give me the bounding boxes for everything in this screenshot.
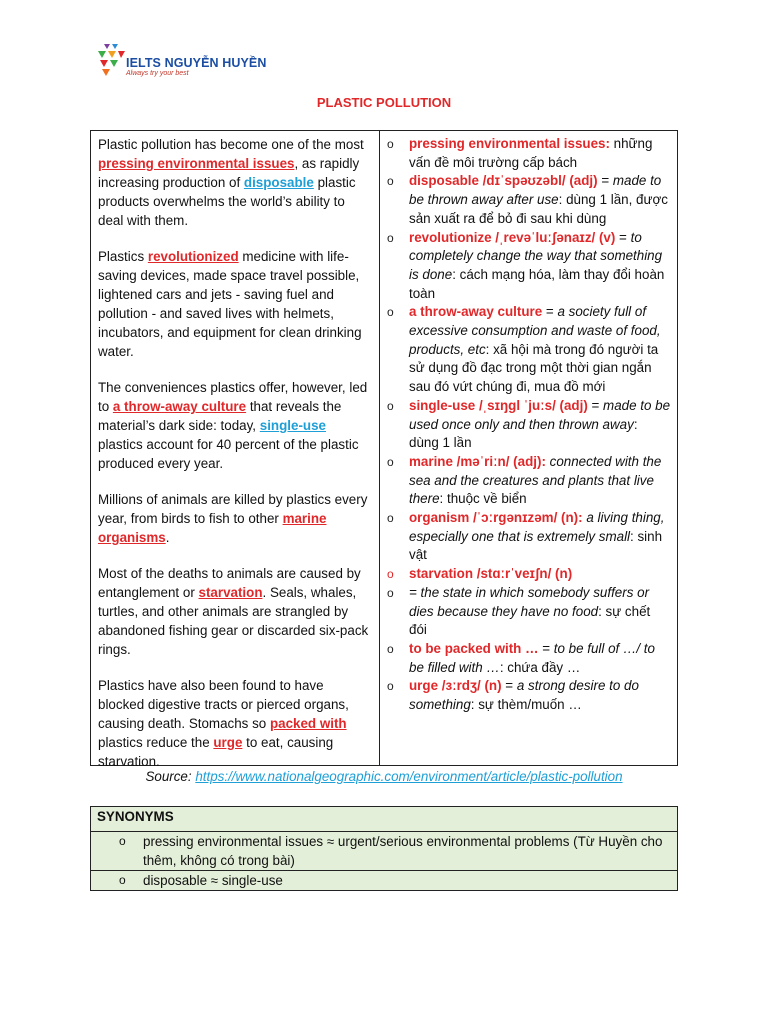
passage-paragraph: Plastic pollution has become one of the most pressing environmental issues, as rapidly increasing production of disposable plastic products overwhelms the world’s ability to deal with them.: [98, 137, 364, 228]
glossary-eq: =: [597, 173, 613, 189]
glossary-def: made to be used once only and then thrown away: [409, 397, 671, 432]
source-citation: Source: https://www.nationalgeographic.com/environment/article/plastic-pollution: [145, 769, 623, 784]
glossary-item: [409, 640, 671, 677]
glossary-item: [409, 584, 671, 640]
passage-paragraph: Millions of animals are killed by plastics every year, from birds to fish to other marine organisms.: [98, 492, 368, 545]
logo-name: IELTS NGUYỄN HUYỀN: [126, 56, 267, 70]
keyword: a throw-away culture: [112, 399, 247, 414]
passage-paragraph: The conveniences plastics offer, however, led to a throw-away culture that reveals the material’s dark side: today, single-use plastics account for 40 percent of the plastic produced every year.: [98, 380, 368, 471]
logo-tagline: Always try your best: [126, 70, 189, 77]
glossary-vi: : thuộc về biển: [439, 491, 527, 507]
glossary-def: made to be thrown away after use: [409, 173, 662, 208]
glossary-def: a strong desire to do something: [409, 678, 639, 713]
glossary-vi: : sinh vật: [409, 528, 663, 563]
source-link[interactable]: https://www.nationalgeographic.com/environment/article/plastic-pollution: [195, 769, 623, 784]
brand-logo: [96, 42, 267, 82]
glossary-vi: : sự thèm/muốn …: [470, 697, 582, 713]
logo-mark-icon: [96, 42, 126, 80]
glossary-item: [409, 677, 671, 714]
glossary-term: starvation /stɑːrˈveɪʃn/ (n): [409, 566, 573, 582]
passage-paragraph: Plastics have also been found to have blocked digestive tracts or pierced organs, causing death. Stomachs so packed with plastics reduce the urge to eat, causing starvation.: [98, 678, 349, 769]
glossary-term: revolutionize /ˌrevəˈluːʃənaɪz/ (v): [409, 229, 616, 245]
glossary-term: pressing environmental issues:: [409, 136, 610, 151]
glossary-list: [409, 135, 671, 715]
glossary-column: [409, 135, 671, 715]
glossary-def: = the state in which somebody suffers or dies because they have no food: [409, 584, 650, 619]
column-divider: [379, 131, 380, 765]
glossary-def: connected with the sea and the creatures and plants that live there: [409, 453, 662, 507]
glossary-def: to be full of …/ to be filled with …: [409, 640, 655, 675]
glossary-eq: =: [538, 640, 554, 656]
glossary-eq: =: [587, 397, 604, 413]
glossary-vi: : dùng 1 lần, được sản xuất ra để bỏ đi sau khi dùng: [409, 192, 668, 226]
glossary-term: marine /məˈriːn/ (adj):: [409, 453, 546, 469]
glossary-def: a living thing, especially one that is extremely small: [409, 510, 665, 544]
glossary-item: [409, 453, 671, 509]
synonyms-heading: SYNONYMS: [91, 807, 677, 832]
keyword: single-use: [259, 418, 326, 433]
glossary-item: [409, 565, 671, 584]
keyword: starvation: [198, 585, 263, 600]
synonym-item: o disposable ≈ single-use: [91, 871, 677, 890]
glossary-def: a society full of excessive consumption and waste of food, products, etc: [409, 304, 661, 357]
glossary-vi: : cách mạng hóa, làm thay đổi hoàn toàn: [409, 266, 665, 301]
glossary-item: [409, 135, 671, 172]
glossary-term: disposable /dɪˈspəʊzəbl/ (adj): [409, 173, 598, 189]
keyword: pressing environmental issues: [98, 156, 295, 171]
glossary-term: organism /ˈɔːrɡənɪzəm/ (n):: [409, 510, 583, 526]
keyword: marine organisms: [98, 511, 327, 545]
keyword: packed with: [269, 716, 347, 731]
keyword: revolutionized: [147, 249, 239, 264]
glossary-vi: : xã hội mà trong đó người ta sử dụng đồ đạc trong một thời gian ngắn sau đó vứt chúng đi, mua đồ mới: [409, 341, 659, 395]
glossary-item: [409, 172, 671, 228]
glossary-vi: : dùng 1 lần: [409, 416, 638, 451]
synonym-item: o pressing environmental issues ≈ urgent/serious environmental problems (Từ Huyền cho thêm, không có trong bài): [91, 832, 677, 871]
glossary-vi: : sự chết đói: [409, 603, 651, 638]
glossary-item: [409, 509, 671, 565]
glossary-item: [409, 229, 671, 304]
glossary-eq: =: [542, 304, 558, 320]
glossary-term: a throw-away culture: [409, 304, 543, 320]
glossary-eq: =: [501, 678, 517, 694]
glossary-item: [409, 397, 671, 453]
keyword: urge: [213, 735, 243, 750]
glossary-term: urge /ɜːrdʒ/ (n): [409, 678, 502, 694]
keyword: disposable: [243, 175, 314, 190]
glossary-eq: =: [615, 229, 631, 245]
glossary-term: single-use /ˌsɪŋɡl ˈjuːs/ (adj): [409, 397, 588, 413]
passage-paragraph: Most of the deaths to animals are caused by entanglement or starvation. Seals, whales, turtles, and other animals are strangled by abandoned fishing gear or discarded six-pack rings.: [98, 566, 369, 657]
vocab-table: [90, 130, 678, 769]
passage-paragraph: Plastics revolutionized medicine with life-saving devices, made space travel possible, lightened cars and jets - saving fuel and pollution - and saved lives with helmets, incubators, and equipment for clean drinking water.: [98, 249, 362, 359]
passage-column: [98, 135, 370, 788]
glossary-vi: những vấn đề môi trường cấp bách: [409, 136, 653, 170]
page-title: PLASTIC POLLUTION: [316, 95, 452, 110]
synonyms-box: [90, 806, 678, 891]
glossary-item: [409, 303, 671, 397]
glossary-vi: : chứa đầy …: [499, 659, 581, 675]
glossary-def: to completely change the way that something is done: [409, 229, 663, 282]
glossary-term: to be packed with …: [409, 640, 539, 656]
